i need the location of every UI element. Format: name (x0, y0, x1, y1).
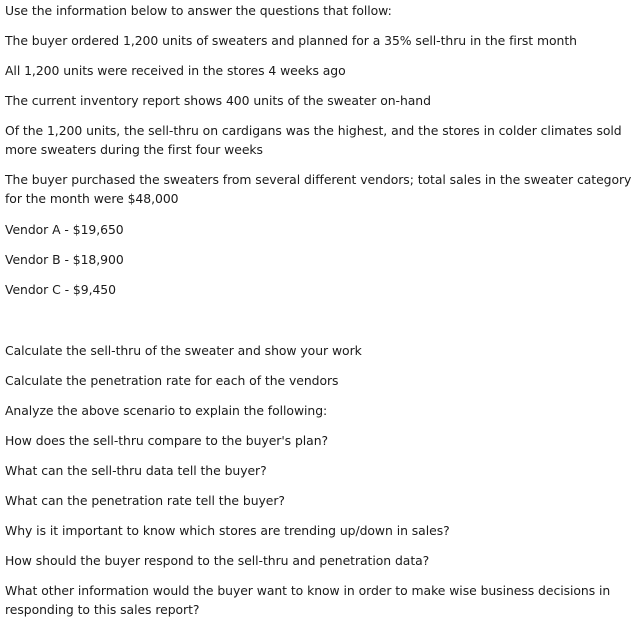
vendor-a: Vendor A - $19,650 (5, 222, 124, 237)
question-penetration-rate: What can the penetration rate tell the buyer? (5, 493, 285, 508)
vendor-c: Vendor C - $9,450 (5, 282, 116, 297)
question-buyer-respond: How should the buyer respond to the sell-thru and penetration data? (5, 553, 430, 568)
fact-vendors-total: The buyer purchased the sweaters from several different vendors; total sales in the sweater category for the month were $48,000 (5, 172, 632, 206)
fact-inventory: The current inventory report shows 400 units of the sweater on-hand (5, 93, 431, 108)
question-other-info: What other information would the buyer want to know in order to make wise business decisions in responding to this sales report? (5, 583, 611, 617)
question-stores-trending: Why is it important to know which stores are trending up/down in sales? (5, 523, 450, 538)
question-sell-thru-data: What can the sell-thru data tell the buyer? (5, 463, 267, 478)
question-penetration: Calculate the penetration rate for each of the vendors (5, 373, 339, 388)
fact-cardigans: Of the 1,200 units, the sell-thru on cardigans was the highest, and the stores in colder climates sold more sweaters during the first four weeks (5, 123, 622, 157)
fact-received: All 1,200 units were received in the stores 4 weeks ago (5, 63, 346, 78)
question-analyze: Analyze the above scenario to explain the following: (5, 403, 328, 418)
vendor-b: Vendor B - $18,900 (5, 252, 124, 267)
question-compare-plan: How does the sell-thru compare to the buyer's plan? (5, 433, 329, 448)
question-sell-thru: Calculate the sell-thru of the sweater and show your work (5, 343, 362, 358)
intro-text: Use the information below to answer the questions that follow: (5, 3, 392, 18)
fact-order: The buyer ordered 1,200 units of sweaters and planned for a 35% sell-thru in the first month (5, 33, 577, 48)
